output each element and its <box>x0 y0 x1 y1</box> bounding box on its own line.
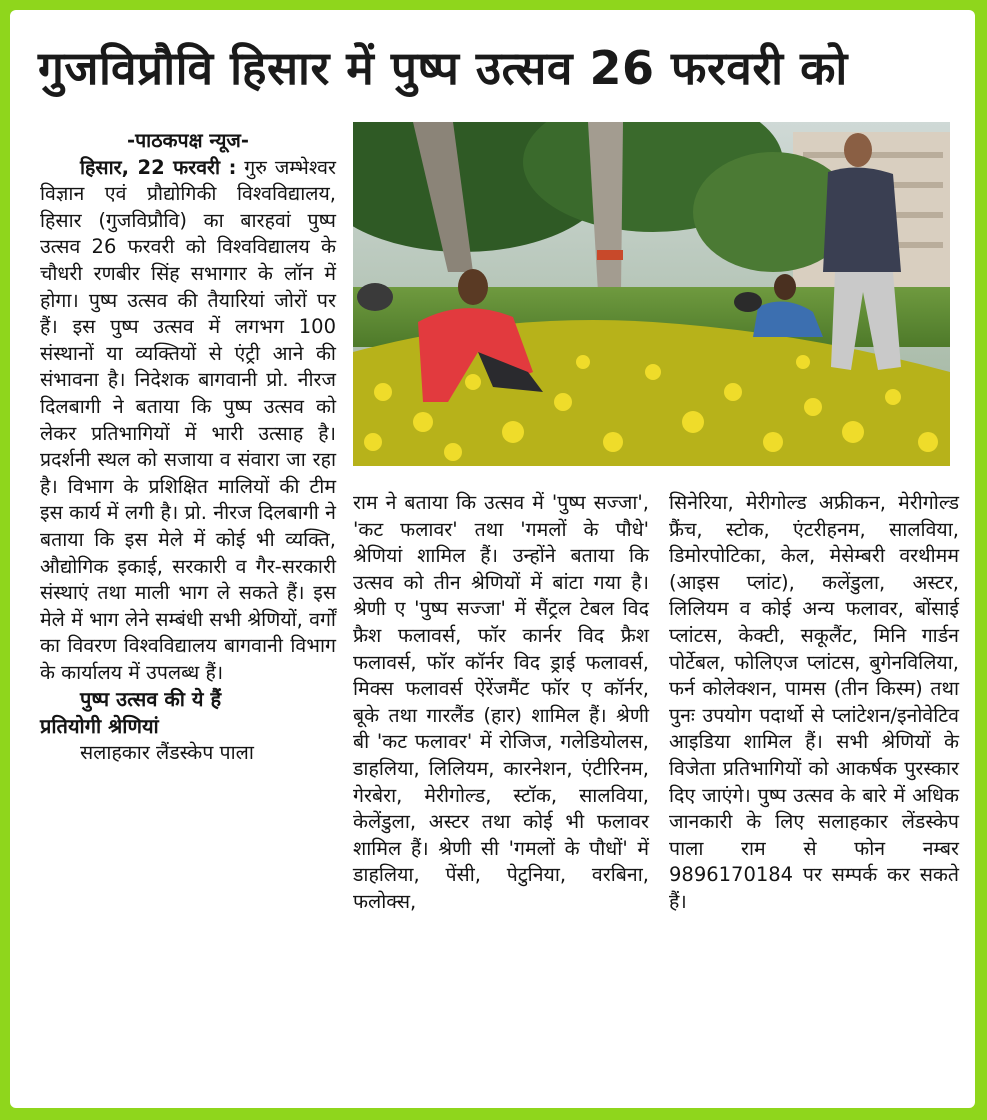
subhead-line-2: प्रतियोगी श्रेणियां <box>40 714 159 739</box>
newspaper-clipping <box>10 10 975 1108</box>
col2-body: राम ने बताया कि उत्सव में 'पुष्प सज्जा', 'कट फलावर' तथा 'गमलों के पौधे' श्रेणियां शामिल हैं। उन्होंने बताया कि उत्सव को तीन श्रेणियों में बांटा गया है। श्रेणी ए 'पुष्प सज्जा' में सैंट्रल टेबल विद फ्रैश फलावर्स, फॉर कार्नर विद फ्रैश फलावर्स, फॉर कॉर्नर विद ड्राई फलावर्स, मिक्स फलावर्स ऐरेंजमैंट फॉर ए कॉर्नर, बूके तथा गारलैंड (हार) शामिल हैं। श्रेणी बी 'कट फलावर' में रोजिज, गलेडियोलस, डाहलिया, लिलियम, कारनेशन, एंटीरिनम, गेरबेरा, मेरीगोल्ड, स्टॉक, सालविया, केलेंडुला, अस्टर तथा कोई भी फलावर शामिल हैं। श्रेणी सी 'गमलों के पौधों' में डाहलिया, पेंसी, पेटुनिया, वरबिना, फलोक्स, <box>353 491 649 913</box>
gardeners-in-flowerbed-photo <box>353 122 950 466</box>
column-1 <box>40 128 336 766</box>
byline: -पाठकपक्ष न्यूज- <box>127 129 249 152</box>
news-photo <box>353 122 950 466</box>
headline: गुजविप्रौवि हिसार में पुष्प उत्सव 26 फरवरी को <box>38 41 848 95</box>
lead-paragraph <box>40 155 336 687</box>
column-3 <box>669 490 959 916</box>
column-2 <box>353 490 649 916</box>
dateline: हिसार, 22 फरवरी : <box>80 155 237 179</box>
col1-body: गुरु जम्भेश्वर विज्ञान एवं प्रौद्योगिकी विश्वविद्यालय, हिसार (गुजविप्रौवि) का बारहवां पुष्प उत्सव 26 फरवरी को विश्वविद्यालय के चौधरी रणबीर सिंह सभागार के लॉन में होगा। पुष्प उत्सव की तैयारियां जोरों पर हैं। इस पुष्प उत्सव में लगभग 100 संस्थानों या व्यक्तियों से एंट्री आने की संभावना है। निदेशक बागवानी प्रो. नीरज दिलबागी ने बताया कि पुष्प उत्सव को लेकर प्रतिभागियों में भारी उत्साह है। प्रदर्शनी स्थल को सजाया व संवारा जा रहा है। विभाग के प्रशिक्षित मालियों की टीम इस कार्य में लगी है। प्रो. नीरज दिलबागी ने बताया कि इस मेले में कोई भी व्यक्ति, औद्योगिक इकाई, सरकारी व गैर-सरकारी संस्थाएं तथा माली भाग ले सकते हैं। इस मेले में भाग लेने सम्बंधी सभी श्रेणियों, वर्गों का विवरण विश्वविद्यालय बागवानी विभाग के कार्यालय में उपलब्ध हैं। <box>40 155 336 684</box>
subhead-line-1: पुष्प उत्सव की ये हैं <box>80 687 222 712</box>
col1-tail: सलाहकार लैंडस्केप पाला <box>80 740 254 764</box>
col3-body: सिनेरिया, मेरीगोल्ड अफ्रीकन, मेरीगोल्ड फ्रैंच, स्टोक, एंटरीहनम, सालविया, डिमोरपोटिका, केल, मेसेम्बरी वरथीमम (आइस प्लांट), कलेंडुला, अस्टर, लिलियम व कोई अन्य फलावर, बोंसाई प्लांटस, केक्टी, सकूलैंट, मिनि गार्डन पोर्टेबल, फोलिएज प्लांटस, बुगेनविलिया, फर्न कोलेक्शन, पामस (तीन किस्म) तथा पुनः उपयोग पदार्थो से प्लांटेशन/इनोवेटिव आइडिया शामिल हैं। सभी श्रेणियों के विजेता प्रतिभागियों को आकर्षक पुरस्कार दिए जाएंगे। पुष्प उत्सव के बारे में अधिक जानकारी के लिए सलाहकार लेंडस्केप पाला राम से फोन नम्बर 9896170184 पर सम्पर्क कर सकते हैं। <box>669 491 959 913</box>
